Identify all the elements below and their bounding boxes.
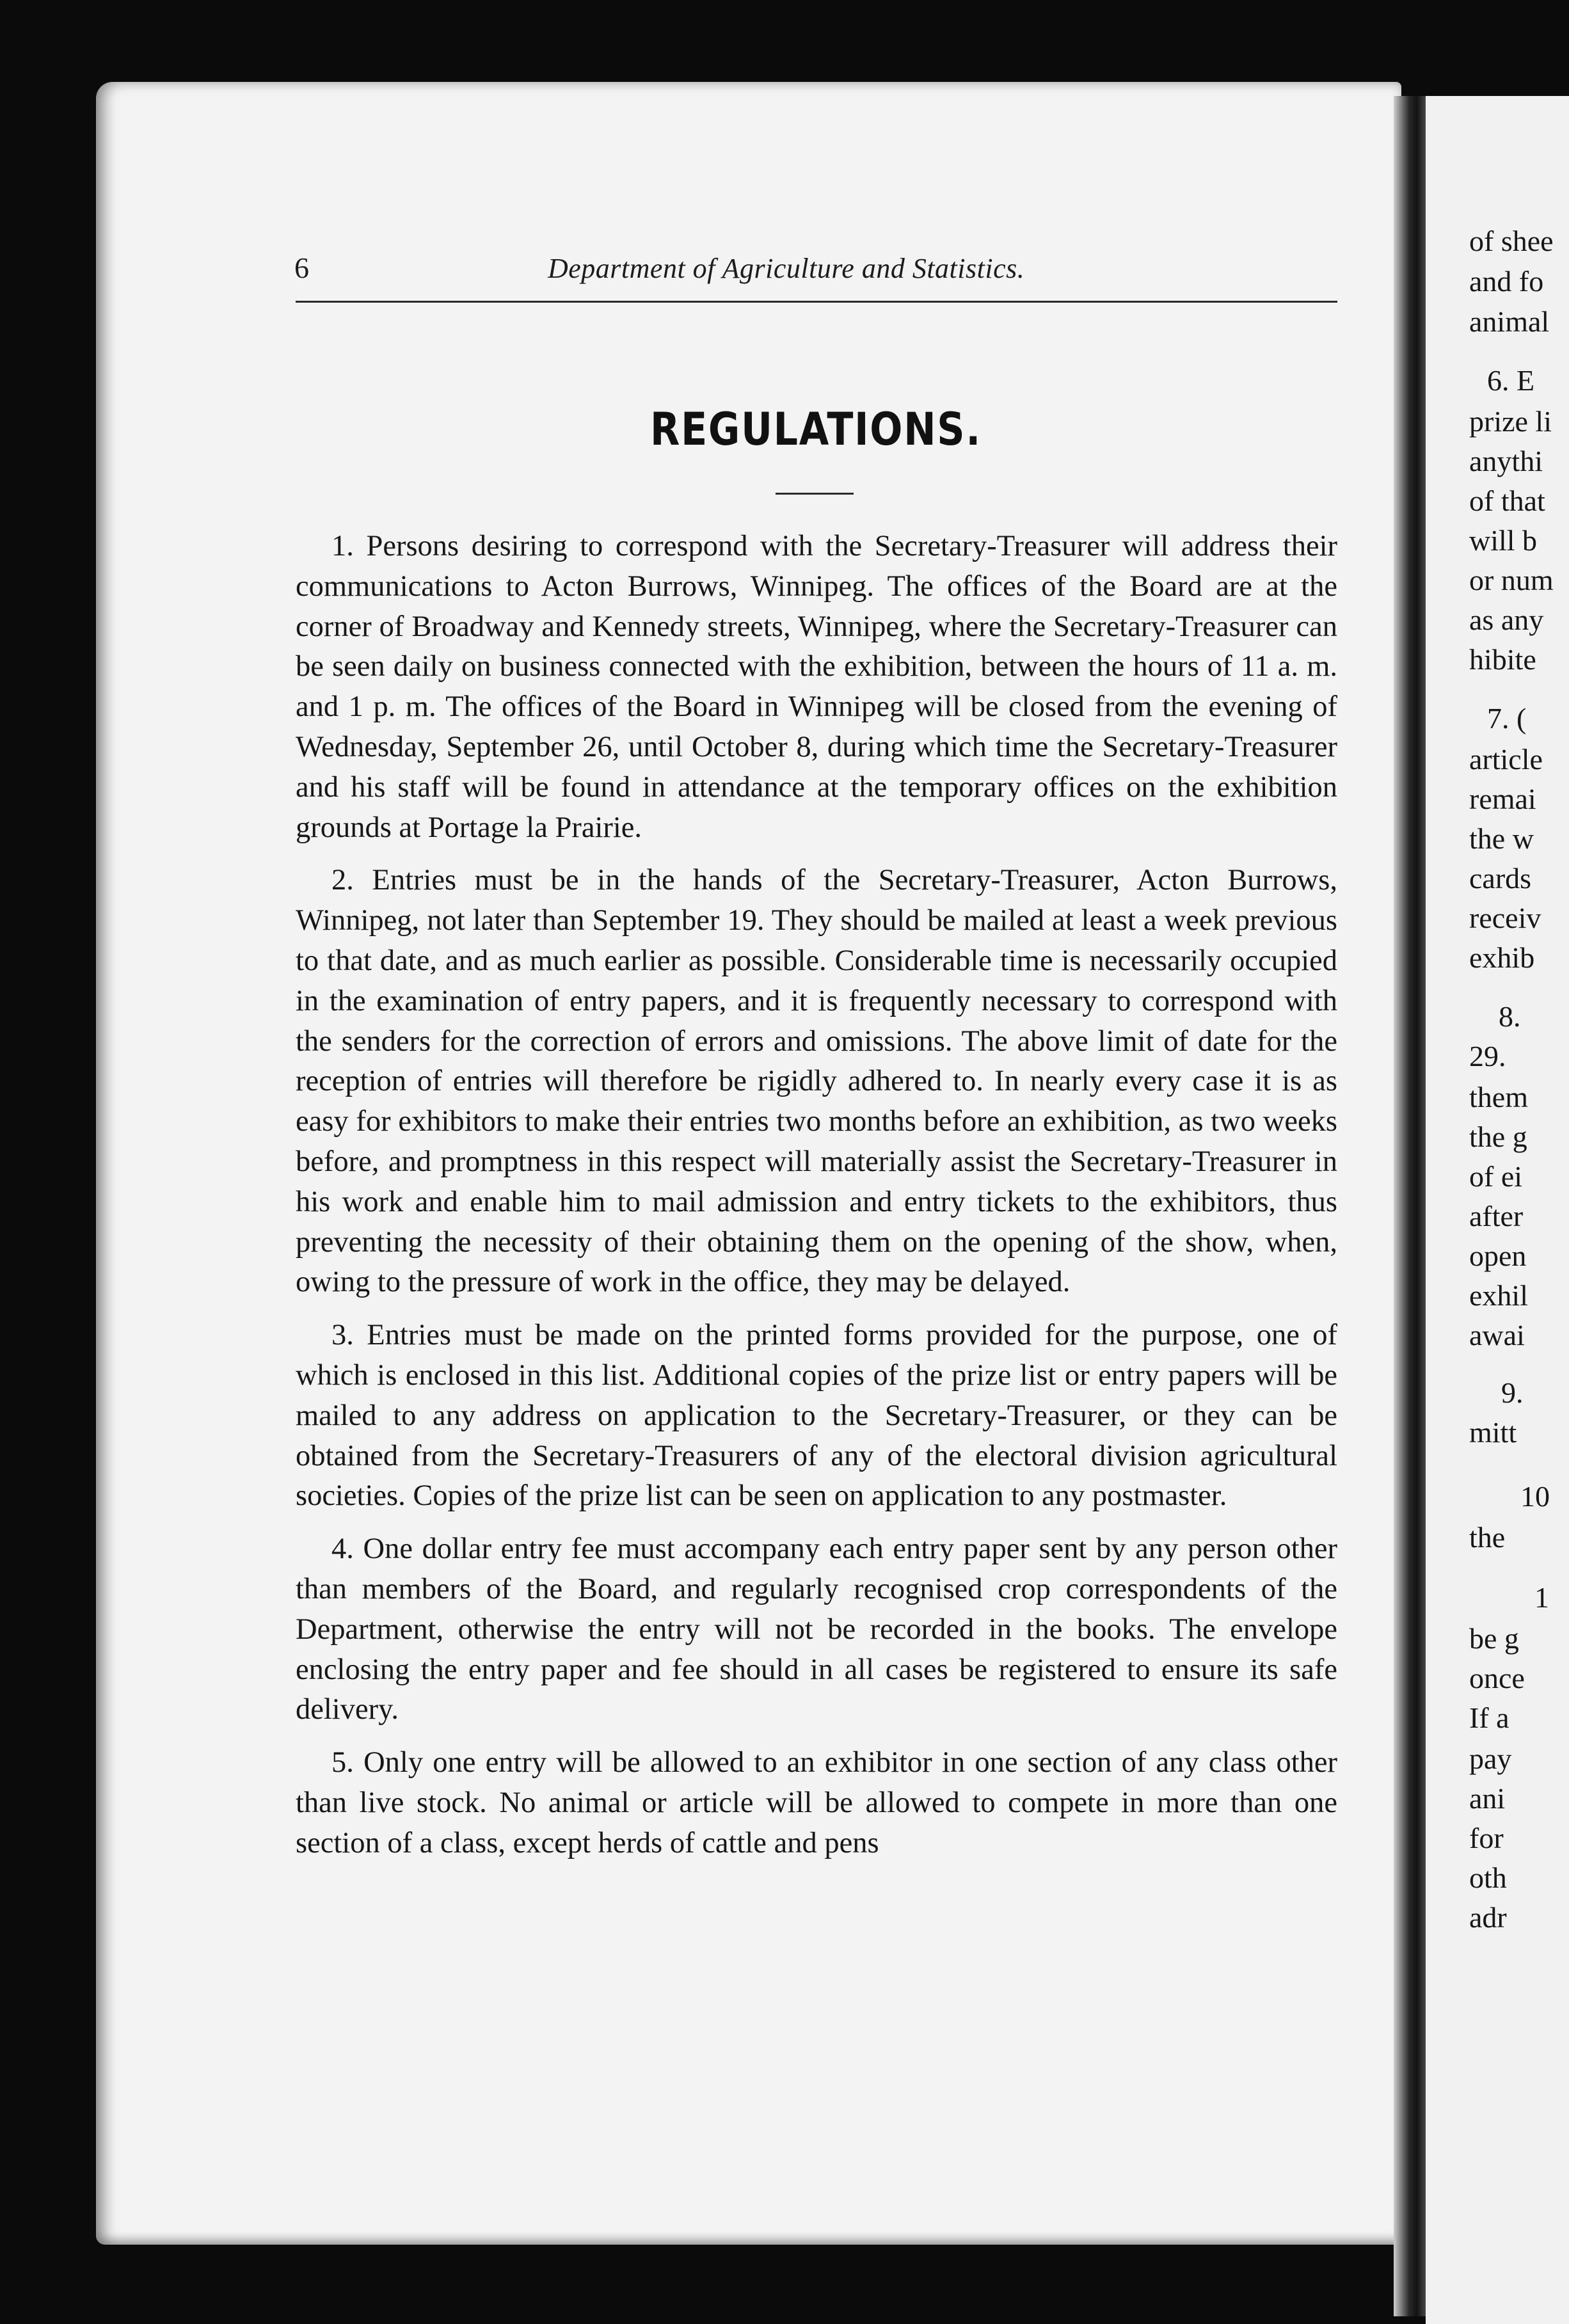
running-title: Department of Agriculture and Statistics. <box>548 253 1025 284</box>
facing-page-line: exhil <box>1469 1279 1528 1312</box>
heading-rule <box>776 493 854 495</box>
regulation-paragraph: 2. Entries must be in the hands of the Secretary-Treasurer, Acton Burrows, Winnipeg, not later than September 19. They should be mailed at least a week previous to that date, and as much earlier as possible. Considerable time is necessarily occupied in the examination of entry papers, and it is frequently necessary to correspond with the senders for the correction of errors and omissions. The above limit of date for the reception of entries will therefore be rigidly adhered to. In nearly every case it is as easy for exhibitors to make their entries two months before an exhibition, as two weeks before, and promptness in this respect will materially assist the Secretary-Treasurer in his work and enable him to mail admission and entry tickets to the exhibitors, thus preventing the necessity of their obtaining them on the opening of the show, when, owing to the pressure of work in the office, they may be delayed. <box>296 864 1337 1299</box>
facing-page-line: of that <box>1469 484 1545 517</box>
facing-page-line: of shee <box>1469 225 1554 257</box>
facing-page-line: once <box>1469 1662 1525 1694</box>
facing-page-line: 10 <box>1520 1480 1550 1513</box>
facing-page-line: adr <box>1469 1901 1507 1934</box>
facing-page-line: the g <box>1469 1120 1527 1153</box>
facing-page-line: of ei <box>1469 1160 1523 1193</box>
facing-page-line: open <box>1469 1239 1527 1272</box>
facing-page-line: article <box>1469 743 1543 776</box>
facing-page-line: the <box>1469 1521 1506 1554</box>
running-head <box>294 251 1337 289</box>
facing-page-line: and fo <box>1469 265 1544 298</box>
facing-page-line: as any <box>1469 603 1544 636</box>
facing-page-line: ani <box>1469 1782 1506 1815</box>
page-number: 6 <box>294 251 309 284</box>
facing-page-line: 8. <box>1499 1000 1521 1033</box>
regulations-body <box>296 527 1337 1877</box>
facing-page-line: mitt <box>1469 1416 1517 1449</box>
header-rule <box>296 301 1337 303</box>
facing-page-line: be g <box>1469 1622 1519 1655</box>
facing-page-line: 9. <box>1501 1376 1524 1409</box>
facing-page-line: anythi <box>1469 445 1543 477</box>
facing-page-line: will b <box>1469 524 1538 557</box>
regulation-paragraph: 3. Entries must be made on the printed forms provided for the purpose, one of which is enclosed in this list. Additional copies of the prize list or entry papers will be mailed to any address on application to the Secretary-Treasurer, or they can be obtained from the Secretary-Treasurers of any of the electoral division agricultural societies. Copies of the prize list can be seen on application to any postmaster. <box>296 1319 1337 1513</box>
facing-page-line: exhib <box>1469 941 1535 974</box>
facing-page-line: them <box>1469 1081 1528 1113</box>
facing-page-line: remai <box>1469 783 1536 815</box>
facing-page-line: cards <box>1469 862 1532 895</box>
regulation-paragraph: 4. One dollar entry fee must accompany each entry paper sent by any person other than members of the Board, and regularly recognised crop correspondents of the Department, otherwise the entry will not be recorded in the books. The envelope enclosing the entry paper and fee should in all cases be registered to ensure its safe delivery. <box>296 1532 1337 1726</box>
facing-page-line: for <box>1469 1822 1504 1854</box>
facing-page-line: the w <box>1469 822 1534 855</box>
facing-page-fragment <box>1426 96 1569 2324</box>
facing-page-line: oth <box>1469 1861 1507 1894</box>
facing-page-line: 29. <box>1469 1040 1506 1072</box>
section-heading: REGULATIONS. <box>650 403 982 456</box>
facing-page-line: 1 <box>1534 1581 1549 1614</box>
facing-page-line: prize li <box>1469 405 1552 438</box>
facing-page-line: awai <box>1469 1319 1525 1351</box>
regulation-paragraph: 1. Persons desiring to correspond with the Secretary-Treasurer will address their communications to Acton Burrows, Winnipeg. The offices of the Board are at the corner of Broadway and Kennedy streets, Winnipeg, where the Secretary-Treasurer can be seen daily on business connected with the exhibition, between the hours of 11 a. m. and 1 p. m. The offices of the Board in Winnipeg will be closed from the evening of Wednesday, September 26, until October 8, during which time the Secretary-Treasurer and his staff will be found in attendance at the temporary offices on the exhibition grounds at Portage la Prairie. <box>296 530 1337 844</box>
facing-page-line: animal <box>1469 305 1550 338</box>
facing-page-line: hibite <box>1469 643 1536 676</box>
facing-page-line: receiv <box>1469 902 1541 934</box>
facing-page-line: 7. ( <box>1487 702 1527 735</box>
facing-page-line: or num <box>1469 564 1554 596</box>
facing-page-line: after <box>1469 1200 1524 1232</box>
facing-page-line: 6. E <box>1487 364 1535 397</box>
regulation-paragraph: 5. Only one entry will be allowed to an exhibitor in one section of any class other than live stock. No animal or article will be allowed to compete in more than one section of a class, except herds of cattle and pens <box>296 1746 1337 1859</box>
facing-page-line: If a <box>1469 1701 1509 1734</box>
facing-page-line: pay <box>1469 1742 1512 1775</box>
